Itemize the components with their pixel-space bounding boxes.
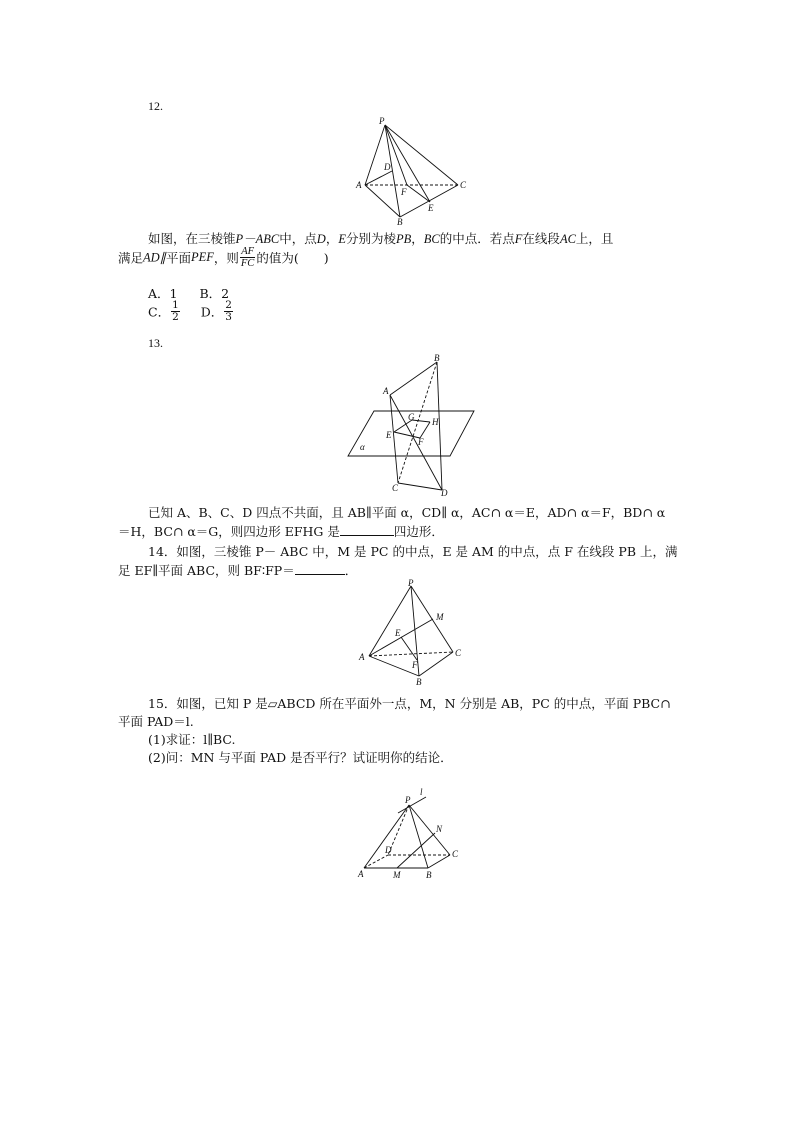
- label-M: M: [393, 870, 401, 880]
- label-P: P: [405, 795, 411, 805]
- label-D: D: [441, 488, 448, 498]
- q15-stem-line2: 平面 PAD＝l.: [118, 714, 194, 729]
- label-F: F: [401, 187, 407, 197]
- label-M: M: [436, 612, 444, 622]
- option-c: C．: [148, 304, 171, 320]
- q13-figure: [340, 350, 485, 500]
- answer-blank[interactable]: [295, 562, 345, 575]
- label-l: l: [420, 787, 423, 797]
- label-P: P: [379, 116, 385, 126]
- label-A: A: [383, 386, 389, 396]
- q13-stem-line2: ＝H，BC∩ α＝G，则四边形 EFHG 是 四边形．: [118, 524, 444, 539]
- q14-figure: [355, 578, 470, 690]
- label-D: D: [384, 162, 391, 172]
- q13-number: 13.: [148, 336, 163, 350]
- label-F: F: [418, 437, 424, 447]
- option-d: D．: [200, 304, 224, 320]
- label-E: E: [428, 203, 434, 213]
- q12-figure: [350, 115, 475, 225]
- option-b: B．2: [199, 286, 230, 301]
- label-B: B: [416, 677, 422, 687]
- label-P: P: [408, 578, 414, 588]
- label-C: C: [452, 849, 459, 859]
- option-a: A．1: [148, 286, 178, 301]
- label-G: G: [408, 412, 415, 422]
- q13-stem-line1: 已知 A、B、C、D 四点不共面，且 AB∥平面 α，CD∥ α，AC∩ α＝E，AD∩ α＝F，BD∩ α: [148, 505, 666, 520]
- label-B: B: [426, 870, 432, 880]
- label-B: B: [397, 217, 403, 225]
- label-H: H: [432, 417, 439, 427]
- label-A: A: [358, 869, 364, 879]
- label-B: B: [434, 353, 440, 363]
- answer-blank[interactable]: [340, 523, 394, 536]
- q12-fraction: $\frac{AF}{FC}$: [240, 246, 255, 269]
- q15-part2: (2)问：MN 与平面 PAD 是否平行？试证明你的结论．: [148, 750, 453, 765]
- q14-stem-line1: 14．如图，三棱锥 P－ ABC 中，M 是 PC 的中点，E 是 AM 的中点，点 F 在线段 PB 上，满: [148, 544, 678, 559]
- label-N: N: [436, 824, 443, 834]
- label-A: A: [359, 652, 365, 662]
- label-E: E: [386, 430, 392, 440]
- q12-stem-line1: 如图，在三棱锥P－ABC中，点D，E分别为棱PB，BC的中点．若点F在线段AC上，且: [148, 231, 614, 246]
- q15-part1: (1)求证：l∥BC.: [148, 732, 236, 747]
- label-C: C: [455, 648, 462, 658]
- q12-number: 12.: [148, 99, 163, 113]
- label-C: C: [460, 180, 467, 190]
- label-E: E: [395, 628, 401, 638]
- q15-figure: [352, 785, 472, 883]
- q12-options-row2: C． $\frac{1}{2}$ D． $\frac{2}{3}$: [148, 299, 232, 323]
- q12-stem-line2: 满足AD∥平面PEF，则 $\frac{AF}{FC}$ 的值为( ): [118, 246, 329, 269]
- label-alpha: α: [360, 442, 365, 452]
- q14-stem-line2: 足 EF∥平面 ABC，则 BF∶FP＝ ．: [118, 563, 358, 578]
- label-F: F: [412, 660, 418, 670]
- label-A: A: [356, 180, 362, 190]
- q15-stem-line1: 15．如图，已知 P 是▱ABCD 所在平面外一点，M，N 分别是 AB，PC 的中点，平面 PBC∩: [148, 696, 671, 711]
- label-D: D: [385, 845, 392, 855]
- label-C: C: [392, 483, 399, 493]
